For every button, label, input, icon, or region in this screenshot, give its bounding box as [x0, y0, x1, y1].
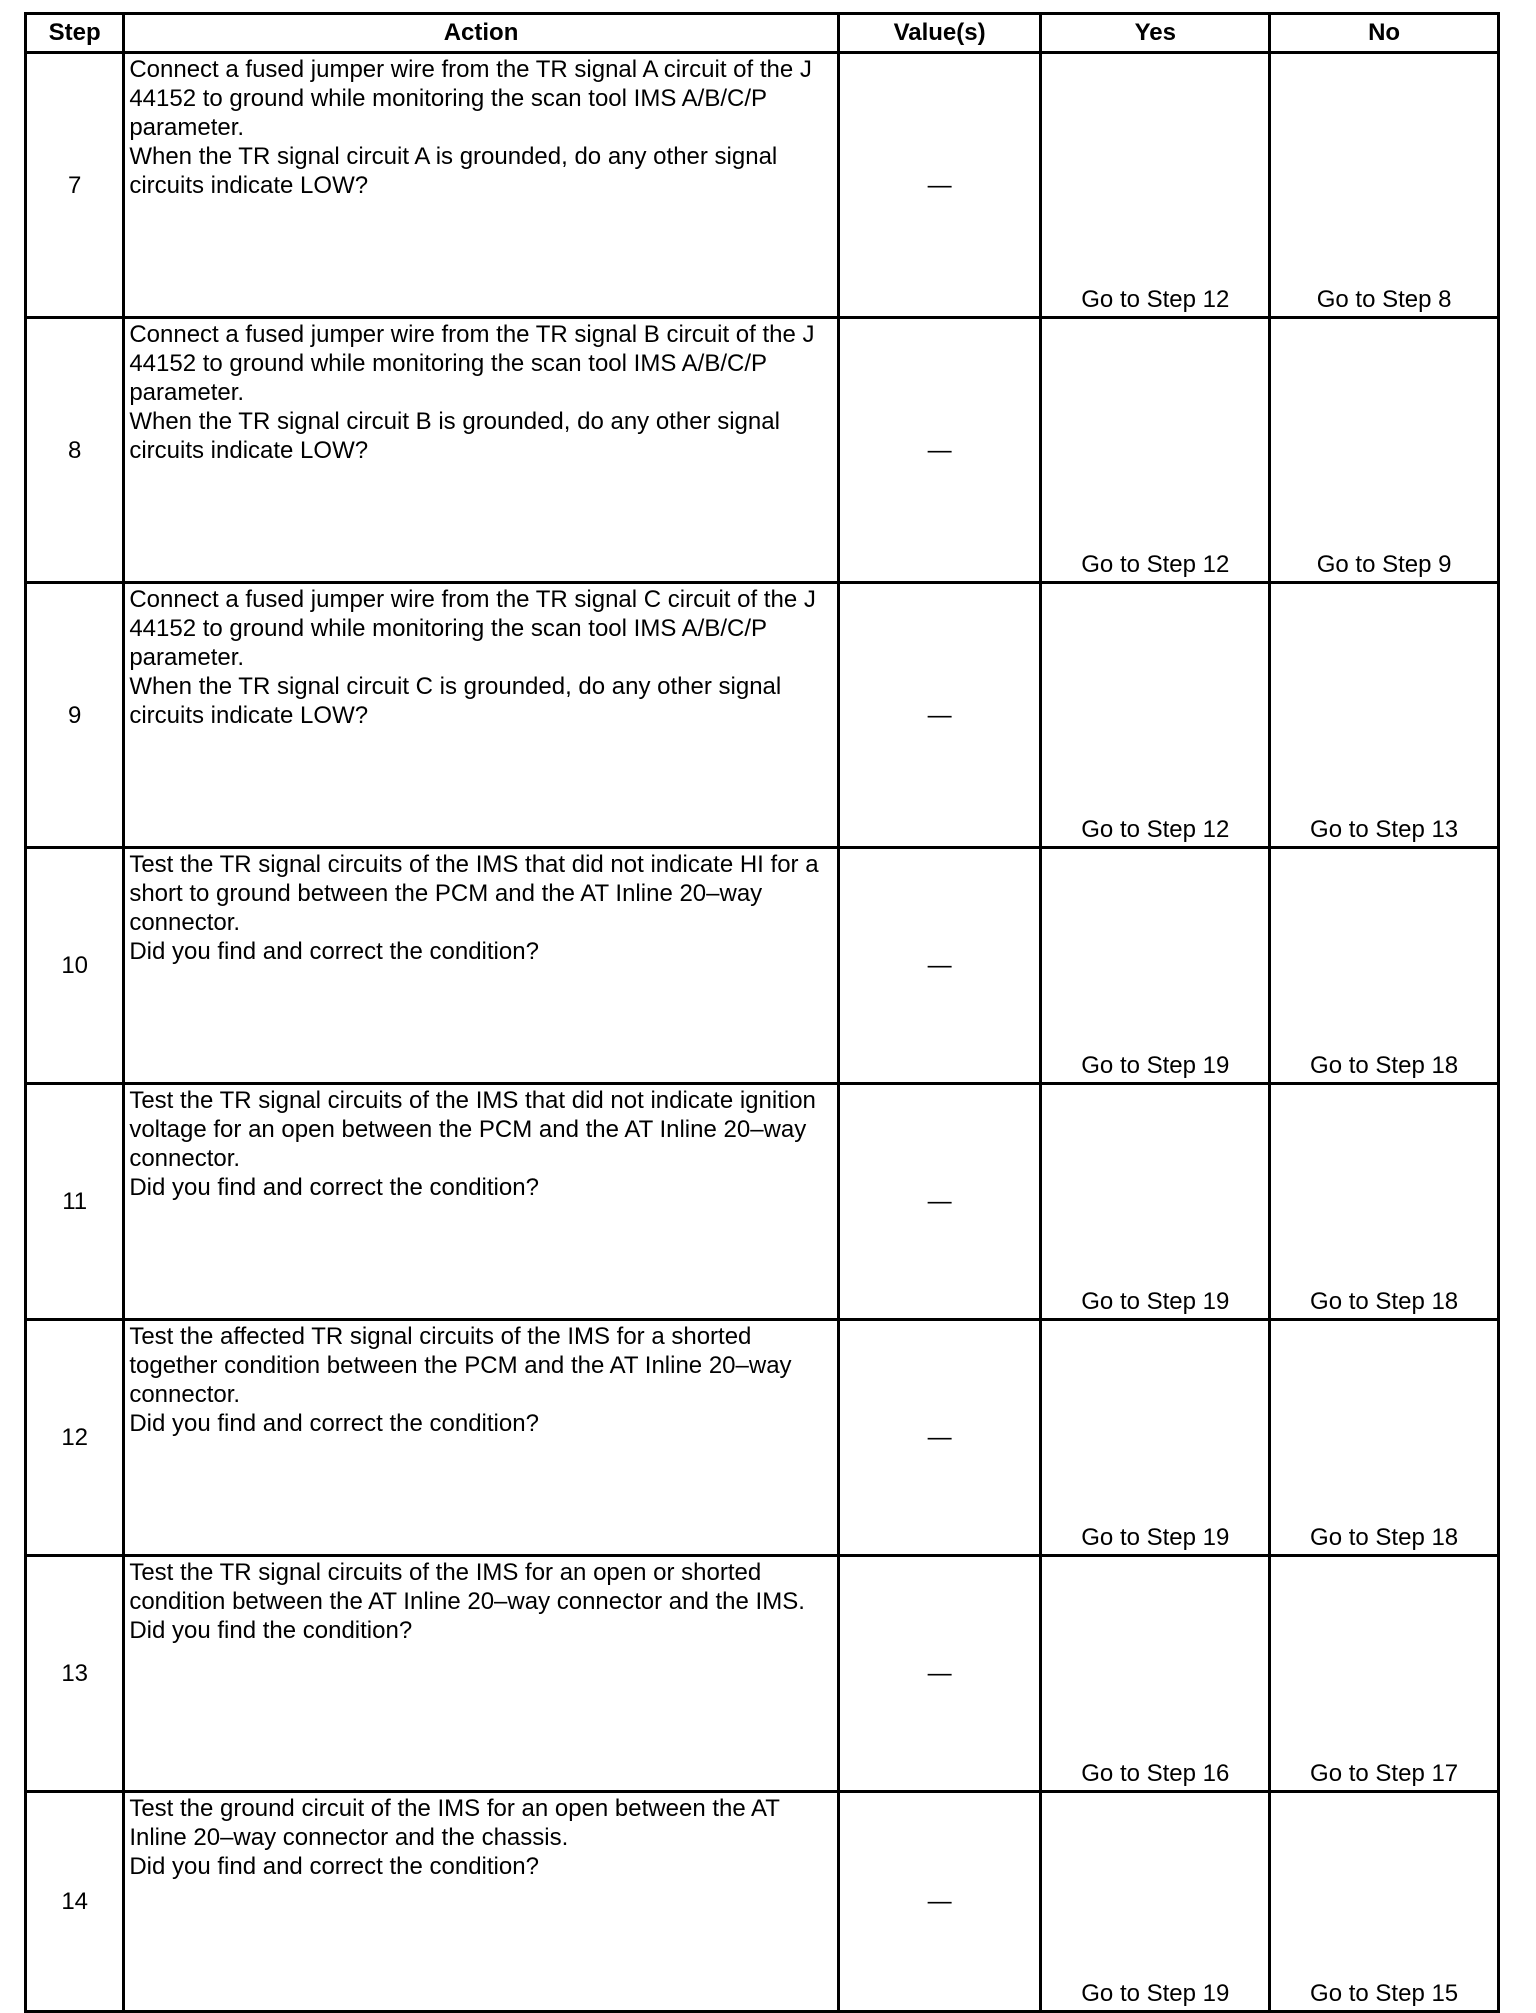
- yes-cell: Go to Step 16: [1041, 1556, 1270, 1792]
- action-question: When the TR signal circuit A is grounded, do any other signal circuits indicate LOW?: [129, 143, 778, 199]
- table-row: [26, 1792, 1499, 2012]
- no-cell: Go to Step 9: [1270, 318, 1499, 583]
- action-text: Connect a fused jumper wire from the TR signal C circuit of the J 44152 to ground while monitoring the scan tool IMS A/B/C/P parameter.: [129, 586, 816, 671]
- action-question: Did you find the condition?: [129, 1617, 413, 1644]
- action-question: Did you find and correct the condition?: [129, 1853, 539, 1880]
- action-text: Test the ground circuit of the IMS for an open between the AT Inline 20–way connector and the chassis.: [129, 1795, 780, 1851]
- value-cell: —: [838, 1320, 1041, 1556]
- no-cell: Go to Step 18: [1270, 848, 1499, 1084]
- step-number: 13: [26, 1556, 124, 1792]
- action-text: Connect a fused jumper wire from the TR signal B circuit of the J 44152 to ground while monitoring the scan tool IMS A/B/C/P parameter.: [129, 321, 815, 406]
- yes-cell: Go to Step 12: [1041, 53, 1270, 318]
- step-number: 8: [26, 318, 124, 583]
- header-values: Value(s): [838, 14, 1041, 53]
- action-cell: [124, 53, 838, 318]
- action-text: Test the affected TR signal circuits of the IMS for a shorted together condition between the PCM and the AT Inline 20–way connector.: [129, 1323, 792, 1408]
- action-question: When the TR signal circuit C is grounded, do any other signal circuits indicate LOW?: [129, 673, 782, 729]
- yes-cell: Go to Step 19: [1041, 1320, 1270, 1556]
- action-text: Test the TR signal circuits of the IMS that did not indicate HI for a short to ground between the PCM and the AT Inline 20–way connector.: [129, 851, 819, 936]
- action-text: Test the TR signal circuits of the IMS for an open or shorted condition between the AT Inline 20–way connector and the IMS.: [129, 1559, 805, 1615]
- table-row: [26, 1556, 1499, 1792]
- action-cell: [124, 1792, 838, 2012]
- header-step: Step: [26, 14, 124, 53]
- table-row: [26, 583, 1499, 848]
- no-cell: Go to Step 15: [1270, 1792, 1499, 2012]
- table-row: [26, 848, 1499, 1084]
- action-cell: [124, 1084, 838, 1320]
- action-question: Did you find and correct the condition?: [129, 1410, 539, 1437]
- table-row: [26, 1320, 1499, 1556]
- step-number: 11: [26, 1084, 124, 1320]
- diagnostic-table: [24, 12, 1500, 2013]
- value-cell: —: [838, 1084, 1041, 1320]
- value-cell: —: [838, 318, 1041, 583]
- action-cell: [124, 1320, 838, 1556]
- no-cell: Go to Step 17: [1270, 1556, 1499, 1792]
- step-number: 9: [26, 583, 124, 848]
- action-cell: [124, 318, 838, 583]
- value-cell: —: [838, 583, 1041, 848]
- step-number: 10: [26, 848, 124, 1084]
- table-row: [26, 318, 1499, 583]
- action-question: Did you find and correct the condition?: [129, 1174, 539, 1201]
- action-text: Connect a fused jumper wire from the TR signal A circuit of the J 44152 to ground while monitoring the scan tool IMS A/B/C/P parameter.: [129, 56, 812, 141]
- no-cell: Go to Step 18: [1270, 1084, 1499, 1320]
- yes-cell: Go to Step 12: [1041, 318, 1270, 583]
- no-cell: Go to Step 8: [1270, 53, 1499, 318]
- value-cell: —: [838, 848, 1041, 1084]
- action-text: Test the TR signal circuits of the IMS that did not indicate ignition voltage for an open between the PCM and the AT Inline 20–way connector.: [129, 1087, 816, 1172]
- header-row: [26, 14, 1499, 53]
- header-action: Action: [124, 14, 838, 53]
- action-cell: [124, 848, 838, 1084]
- step-number: 14: [26, 1792, 124, 2012]
- table-row: [26, 53, 1499, 318]
- step-number: 12: [26, 1320, 124, 1556]
- yes-cell: Go to Step 19: [1041, 1792, 1270, 2012]
- action-question: When the TR signal circuit B is grounded, do any other signal circuits indicate LOW?: [129, 408, 780, 464]
- no-cell: Go to Step 18: [1270, 1320, 1499, 1556]
- value-cell: —: [838, 1792, 1041, 2012]
- action-cell: [124, 1556, 838, 1792]
- no-cell: Go to Step 13: [1270, 583, 1499, 848]
- action-cell: [124, 583, 838, 848]
- yes-cell: Go to Step 19: [1041, 848, 1270, 1084]
- step-number: 7: [26, 53, 124, 318]
- yes-cell: Go to Step 12: [1041, 583, 1270, 848]
- value-cell: —: [838, 53, 1041, 318]
- header-yes: Yes: [1041, 14, 1270, 53]
- yes-cell: Go to Step 19: [1041, 1084, 1270, 1320]
- action-question: Did you find and correct the condition?: [129, 938, 539, 965]
- table-row: [26, 1084, 1499, 1320]
- value-cell: —: [838, 1556, 1041, 1792]
- header-no: No: [1270, 14, 1499, 53]
